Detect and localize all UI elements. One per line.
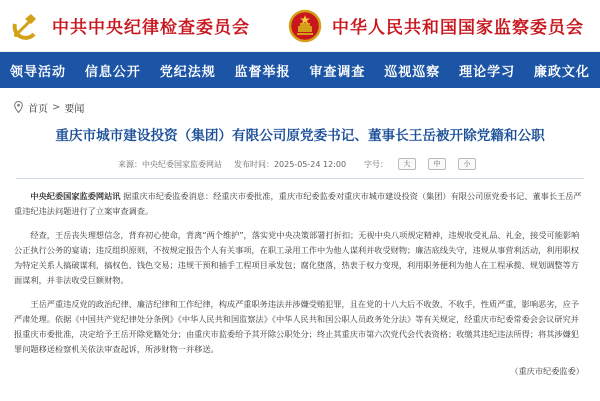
nav-item-culture[interactable]: 廉政文化 xyxy=(533,64,590,80)
nav-item-theory[interactable]: 理论学习 xyxy=(459,64,516,80)
article-paragraph-text: 王岳严重违反党的政治纪律、廉洁纪律和工作纪律，构成严重职务违法并涉嫌受贿犯罪，且在党的十八大后不收敛、不收手，性质严重，影响恶劣，应予严肃处理。依据《中国共产党纪律处分条例》《中华人民共和国监察法》《中华人民共和国公职人员政务处分法》等有关规定，经重庆市纪委常委会会议研究并报重庆市委批准，决定给予王岳开除党籍处分；由重庆市监委给予其开除公职处分；终止其重庆市第六次党代会代表资格；收缴其违纪违法所得；将其涉嫌犯罪问题移送检察机关依法审查起诉，所涉财物一并移送。 xyxy=(14,299,579,354)
national-emblem-icon xyxy=(288,9,322,43)
location-pin-icon xyxy=(14,101,23,113)
breadcrumb-current[interactable]: 要闻 xyxy=(64,103,85,115)
masthead xyxy=(0,0,600,52)
party-emblem-icon xyxy=(8,9,42,43)
font-size-label: 字号： xyxy=(364,159,389,169)
font-size-large-button[interactable]: 大 xyxy=(398,158,416,170)
main-nav xyxy=(0,52,600,88)
nav-item-regulations[interactable]: 党纪法规 xyxy=(159,64,216,80)
breadcrumb-separator: > xyxy=(52,101,61,113)
article-signature: （重庆市纪委监委） xyxy=(510,366,584,376)
article-title: 重庆市城市建设投资（集团）有限公司原党委书记、董事长王岳被开除党籍和公职 xyxy=(55,128,545,144)
article-meta xyxy=(0,156,600,172)
nav-item-info-disclosure[interactable]: 信息公开 xyxy=(84,64,141,80)
masthead-right-title: 中华人民共和国国家监察委员会 xyxy=(332,18,584,38)
article-date: 发布时间：2025-05-24 12:00 xyxy=(233,159,347,169)
nav-item-leadership[interactable]: 领导活动 xyxy=(10,64,67,80)
nav-item-investigation[interactable]: 审查调查 xyxy=(309,64,366,80)
article-paragraph xyxy=(14,189,586,219)
masthead-left-title: 中共中央纪律检查委员会 xyxy=(52,18,250,38)
nav-item-report[interactable]: 监督举报 xyxy=(234,64,291,80)
article-paragraph-text: 据重庆市纪委监委消息：经重庆市委批准，重庆市纪委监委对重庆市城市建设投资（集团）有限公司原党委书记、董事长王岳严重违纪违法问题进行了立案审查调查。 xyxy=(14,191,582,216)
article-paragraph xyxy=(14,228,586,288)
breadcrumb-home[interactable]: 首页 xyxy=(28,103,48,115)
font-size-small-button[interactable]: 小 xyxy=(458,158,476,170)
breadcrumb xyxy=(0,88,600,114)
article-paragraph-text: 经查，王岳丧失理想信念，背弃初心使命，背离“两个维护”，落实党中央决策部署打折扣；无视中央八项规定精神，违规收受礼品、礼金，接受可能影响公正执行公务的宴请；违反组织原则，不按规定报告个人有关事项，在职工录用工作中为他人谋利并收受财物；廉洁底线失守，违规从事营利活动，利用职权为特定关系人搞破谋利，搞权色、钱色交易；违规干预和插手工程项目承发包；腐化堕落，热衷于权力变现，利用职务便利为他人在工程承揽、规划调整等方面谋利，并非法收受巨额财物。 xyxy=(14,230,580,285)
article-lead: 中央纪委国家监委网站讯 xyxy=(30,191,121,201)
nav-item-inspection[interactable]: 巡视巡察 xyxy=(384,64,441,80)
article-body xyxy=(0,189,600,357)
masthead-left[interactable] xyxy=(0,0,262,51)
article-paragraph xyxy=(14,297,586,357)
masthead-right[interactable] xyxy=(262,0,584,51)
font-size-control xyxy=(358,158,482,170)
font-size-medium-button[interactable]: 中 xyxy=(428,158,446,170)
article-source: 来源：中央纪委国家监委网站 xyxy=(117,159,222,169)
divider xyxy=(16,178,584,179)
